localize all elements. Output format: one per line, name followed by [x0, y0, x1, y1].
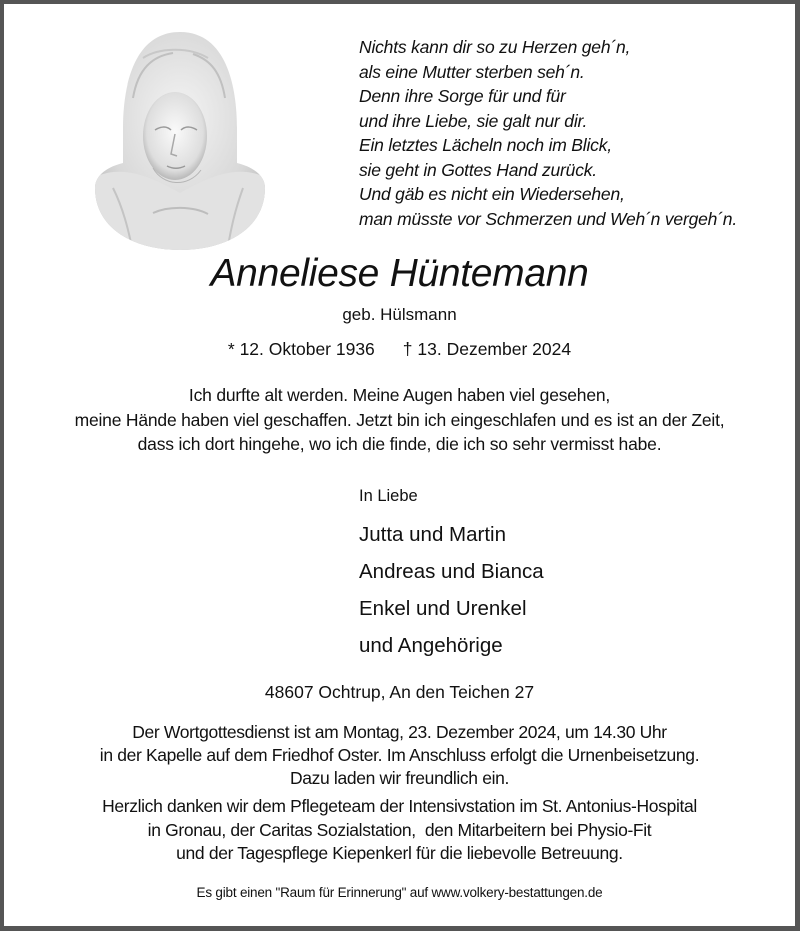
quote-line: Ich durfte alt werden. Meine Augen haben viel gesehen, [188, 385, 611, 405]
poem-line: man müsste vor Schmerzen und Weh´n vergeh´n. [359, 208, 737, 229]
poem-line: Nichts kann dir so zu Herzen geh´n, [359, 37, 631, 57]
mourner: Andreas und Bianca [359, 560, 544, 583]
poem [359, 35, 737, 231]
farewell-quote [4, 383, 795, 457]
mourners-intro: In Liebe [359, 487, 418, 505]
poem-line: Und gäb es nicht ein Wiedersehen, [359, 184, 625, 204]
madonna-portrait-icon [93, 28, 267, 252]
mourners [359, 484, 544, 664]
quote-line: dass ich dort hingehe, wo ich die finde, die ich so sehr vermisst habe. [137, 434, 662, 454]
thanks-line: und der Tagespflege Kiepenkerl für die liebevolle Betreuung. [176, 843, 623, 863]
poem-line: und ihre Liebe, sie galt nur dir. [359, 110, 588, 131]
service-line: Der Wortgottesdienst ist am Montag, 23. Dezember 2024, um 14.30 Uhr [132, 722, 667, 742]
obituary-notice [4, 4, 795, 926]
thanks-note [4, 795, 795, 866]
death-date: † 13. Dezember 2024 [402, 339, 572, 359]
service-info [4, 721, 795, 790]
mourner: Jutta und Martin [359, 523, 506, 546]
poem-line: als eine Mutter sterben seh´n. [359, 61, 585, 82]
mourner: und Angehörige [359, 634, 503, 657]
poem-line: Denn ihre Sorge für und für [359, 86, 566, 106]
birth-date: * 12. Oktober 1936 [227, 339, 375, 359]
thanks-line: in Gronau, der Caritas Sozialstation, den Mitarbeitern bei Physio-Fit [147, 819, 652, 840]
life-dates [4, 337, 795, 361]
quote-line: meine Hände haben viel geschaffen. Jetzt bin ich eingeschlafen und es ist an der Zeit, [74, 409, 725, 430]
service-line: Dazu laden wir freundlich ein. [289, 768, 510, 788]
memorial-link-note: Es gibt einen "Raum für Erinnerung" auf www.volkery-bestattungen.de [196, 885, 603, 900]
address: 48607 Ochtrup, An den Teichen 27 [264, 682, 535, 702]
deceased-name: Anneliese Hüntemann [210, 252, 589, 295]
poem-line: Ein letztes Lächeln noch im Blick, [359, 135, 612, 155]
maiden-name: geb. Hülsmann [342, 305, 457, 324]
poem-line: sie geht in Gottes Hand zurück. [359, 159, 597, 180]
thanks-line: Herzlich danken wir dem Pflegeteam der Intensivstation im St. Antonius-Hospital [102, 796, 697, 816]
mourner: Enkel und Urenkel [359, 597, 527, 620]
service-line: in der Kapelle auf dem Friedhof Oster. Im Anschluss erfolgt die Urnenbeisetzung. [99, 745, 700, 765]
